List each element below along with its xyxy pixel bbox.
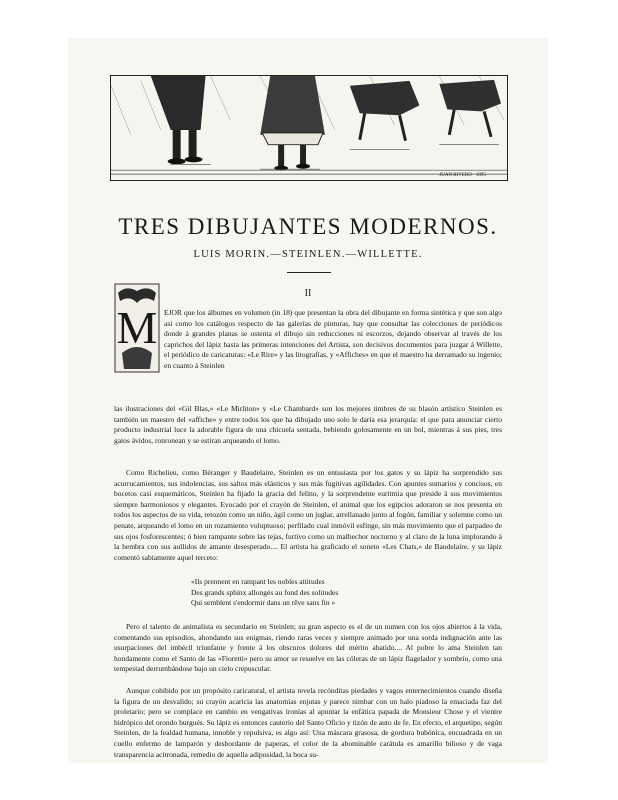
quote-line: Qui semblent s'endormir dans un rêve sans fin » (191, 598, 336, 608)
ornamental-drop-cap-icon (114, 283, 160, 373)
article-title: TRES DIBUJANTES MODERNOS. (118, 214, 498, 239)
section-number: II (304, 288, 312, 299)
quote-line: «Ils prennent en rampant les nobles attitudes (191, 577, 325, 586)
title-divider (287, 272, 331, 273)
quote-line: Des grands sphinx allongés au fond des solitudes (191, 587, 339, 597)
decorated-initial (114, 283, 160, 373)
paragraph-4: Aunque cohibido por un propósito caricatural, el artista revela recónditas piedades y vagos enternecimientos cuando diseña la figura de un desvalido; su crayón acaricia las anatomías enjutas y parece nimbar con un halo piadoso la emaciada faz del proletario; pero se complace en cambio en vengativas ironías al apuntar la enfática papada de Monsieur Chose y el vientre hidrópico del orondo burgués. Su lápiz es entonces cauterio del Santo Oficio y tizón de auto de fe. En efecto, el arquetipo, según Steinlen, de la fealdad humana, innoble y repulsiva, es algo así: Una máscara grasosa, de gordura bubónica, encuadrada en un cuello enfermo de lamparón y desbordante de paperas, el color de la abominable carátula es amarillo bilioso y de vaga transparencia acitronada, remedio de aquella adiposidad, la boca su- (114, 686, 502, 759)
article-subtitle: LUIS MORIN.—STEINLEN.—WILLETTE. (193, 249, 423, 260)
illustration-signature: JUAN RIVERO · 1895 (439, 173, 486, 179)
paragraph-1-continued: las ilustraciones del «Gil Blas,» «Le Mirliton» y «Le Chambard» son los mejores timbres de su blasón artístico Steinlen es también un maestro del «affiche» y entre todos los que ha dibujado uno solo le daría esa jerarquía: el que para anunciar cierto producto industrial luce la adorable figura de una chicuela sentada, bebiendo golosamente en un bol, mientras á sus pies, tres gatos ávidos, ronronean y se estiran arqueando el lomo. (114, 404, 502, 445)
drop-cap-letter: M (116, 302, 158, 353)
book-page (68, 38, 548, 763)
paragraph-3: Pero el talento de animalista es secundario en Steinlen; su gran aspecto es el de un numen con los ojos abiertos á la vida, comentando sus episodios, ahondando sus enigmas, riendo raras veces y siempre animado por una sorda indignación ante las usurpaciones del imbécil triunfante y frente á los obscuros dolores del mérito abatido.... Al pobre lo ama Steinlen tan hondamente como el Santo de las «Fioretti» pero su amor se resuelve en las cóleras de un lápiz flagelador y sombrío, como una tempestad derrumbándose bajo un cielo crepuscular. (114, 622, 502, 674)
header-illustration (110, 75, 508, 181)
paragraph-1-opening: EJOR que los álbumes en volumen (in 18) que presentan la obra del dibujante en forma sintética y que son algo así como los catálogos respecto de las galerías de pinturas, hay que consultar las colecciones de periódicos donde á grandes planas se ostenta el dibujo sin reducciones ni escorzos, dejando observar al través de los caprichos del lápiz hasta las primeras intenciones del Artista, son decisivos documentos para juzgar á Willette, el periódico de caricaturas: «Le Rire» y las litografías, y «Affiches» en que el maestro ha derramado su ingenio; en cuanto á Steinlen (164, 308, 502, 370)
paragraph-2: Como Richelieu, como Béranger y Baudelaire, Steinlen es un entusiasta por los gatos y su lápiz ha sorprendido sus acurrucamientos, sus indolencias, sus saltos más elásticos y sus más fugitivas agilidades. Con apuntes sumarios y concisos, en bocetos casi esquemáticos, Steinlen ha fijado la gracia del felino, y la sorprendente euritmia que preside á sus movimientos siempre harmoniosos y elegantes. Evocado por el crayón de Steinlen, el animal que los egipcios adoraron se nos presenta en todos los aspectos de su vida, retozón como un niño, ágil como un juglar, arrellanado junto al fogón, familiar y solemne como un penate, arqueando el lomo en un rozamiento voluptuoso; perfilado cual inmóvil esfinge, sin más movimiento que el parpadeo de sus ojos fosforescentes; ó bien rampante sobre las tejas, furtivo como un malhechor nocturno y al claro de la luna implorando á la hembra con sus aullidos de amante desesperado.... El artista ha graficado el soneto «Les Chats,» de Baudelaire, y su lápiz comentó sabiamente aquel terceto: (114, 468, 502, 562)
quoted-tercet (191, 577, 481, 609)
street-scene-drawing (111, 76, 507, 180)
